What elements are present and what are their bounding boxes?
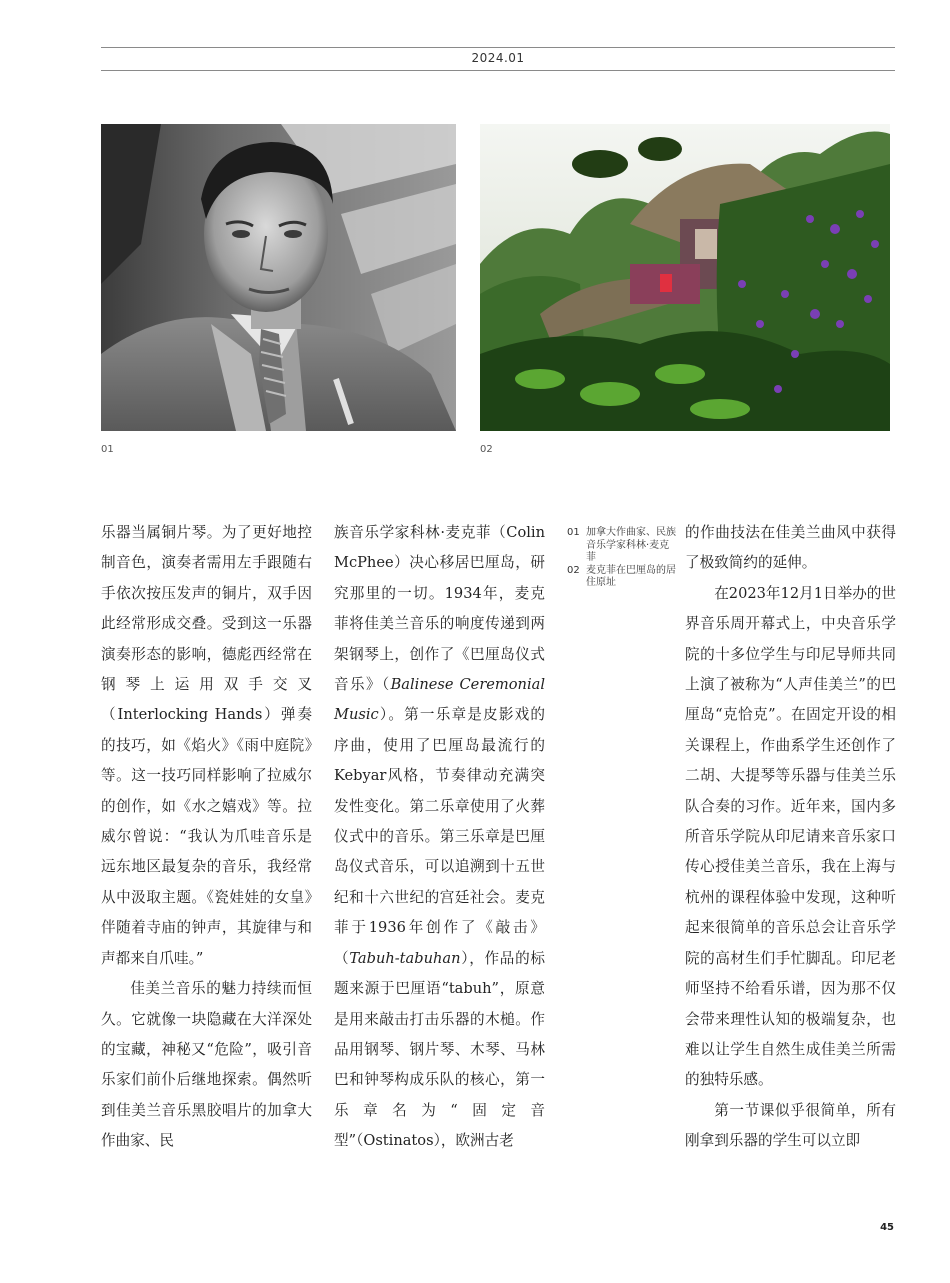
text-run: ），作品的标题来源于巴厘语“tabuh”，原意是用来敲击打击乐器的木槌。作品用钢琴、钢片琴、木琴、马林巴和钟琴构成乐队的核心，第一乐章名为“固定音型”（Ostinatos），欧洲古老 xyxy=(334,949,545,1150)
paragraph: 乐器当属铜片琴。为了更好地控制音色，演奏者需用左手跟随右手依次按压发声的铜片，双手因此经常形成交叠。受到这一乐器演奏形态的影响，德彪西经常在钢琴上运用双手交叉（Interlocking Hands）弹奏的技巧，如《焰火》《雨中庭院》等。这一技巧同样影响了拉威尔的创作，如《水之嬉戏》等。拉威尔曾说：“我认为爪哇音乐是远东地区最复杂的音乐，我经常从中汲取主题。《瓷娃娃的女皇》伴随着寺庙的钟声，其旋律与和声都来自爪哇。” xyxy=(101,524,312,967)
page-number: 45 xyxy=(880,1222,894,1233)
issue-date: 2024.01 xyxy=(471,51,525,65)
portrait-photo xyxy=(101,124,456,431)
caption-number: 02 xyxy=(567,564,580,576)
figure-captions xyxy=(567,527,679,590)
header-rule-top xyxy=(101,47,895,48)
paragraph: 的作曲技法在佳美兰曲风中获得了极致简约的延伸。 xyxy=(685,524,896,572)
house-in-jungle-icon xyxy=(480,124,890,431)
text-column-2 xyxy=(334,518,545,1157)
house-photo xyxy=(480,124,890,431)
work-title: Balinese Ceremonial Music xyxy=(334,676,545,724)
caption-item xyxy=(567,527,679,565)
work-title: Tabuh-tabuhan xyxy=(349,949,461,967)
paragraph xyxy=(334,518,545,1157)
header-rule-bottom xyxy=(101,70,895,71)
paragraph: 第一节课似乎很简单，所有刚拿到乐器的学生可以立即 xyxy=(685,1101,896,1150)
figure-number-02: 02 xyxy=(480,444,493,455)
text-run: ）。第一乐章是皮影戏的序曲，使用了巴厘岛最流行的Kebyar风格，节奏律动充满突发性变化。第二乐章使用了火葬仪式中的音乐。第三乐章是巴厘岛仪式音乐，可以追溯到十五世纪和十六世纪的宫廷社会。麦克菲于1936年创作了《敲击》（ xyxy=(334,706,545,967)
caption-item xyxy=(567,565,679,590)
text-run: 族音乐学家科林·麦克菲（Colin McPhee）决心移居巴厘岛，研究那里的一切。1934年，麦克菲将佳美兰音乐的响度传递到两架钢琴上，创作了《巴厘岛仪式音乐》（ xyxy=(334,524,545,694)
caption-text: 加拿大作曲家、民族音乐学家科林·麦克菲 xyxy=(586,527,676,563)
figure-number-01: 01 xyxy=(101,444,114,455)
text-column-1 xyxy=(101,518,312,1157)
text-column-3 xyxy=(685,518,896,1157)
paragraph: 佳美兰音乐的魅力持续而恒久。它就像一块隐藏在大洋深处的宝藏，神秘又“危险”，吸引音乐家们前仆后继地探索。偶然听到佳美兰音乐黑胶唱片的加拿大作曲家、民 xyxy=(101,980,312,1150)
caption-number: 01 xyxy=(567,527,580,538)
paragraph: 在2023年12月1日举办的世界音乐周开幕式上，中央音乐学院的十多位学生与印尼导师共同上演了被称为“人声佳美兰”的巴厘岛“克恰克”。在固定开设的相关课程上，作曲系学生还创作了二胡、大提琴等乐器与佳美兰乐队合奏的习作。近年来，国内多所音乐学院从印尼请来音乐家口传心授佳美兰音乐，我在上海与杭州的课程体验中发现，这种听起来很简单的音乐总会让音乐学院的高材生们手忙脚乱。印尼老师坚持不给看乐谱，因为那不仅会带来理性认知的极端复杂，也难以让学生自然生成佳美兰所需的独特乐感。 xyxy=(685,584,896,1089)
caption-text: 麦克菲在巴厘岛的居住原址 xyxy=(586,564,676,588)
portrait-photo-icon xyxy=(101,124,456,431)
